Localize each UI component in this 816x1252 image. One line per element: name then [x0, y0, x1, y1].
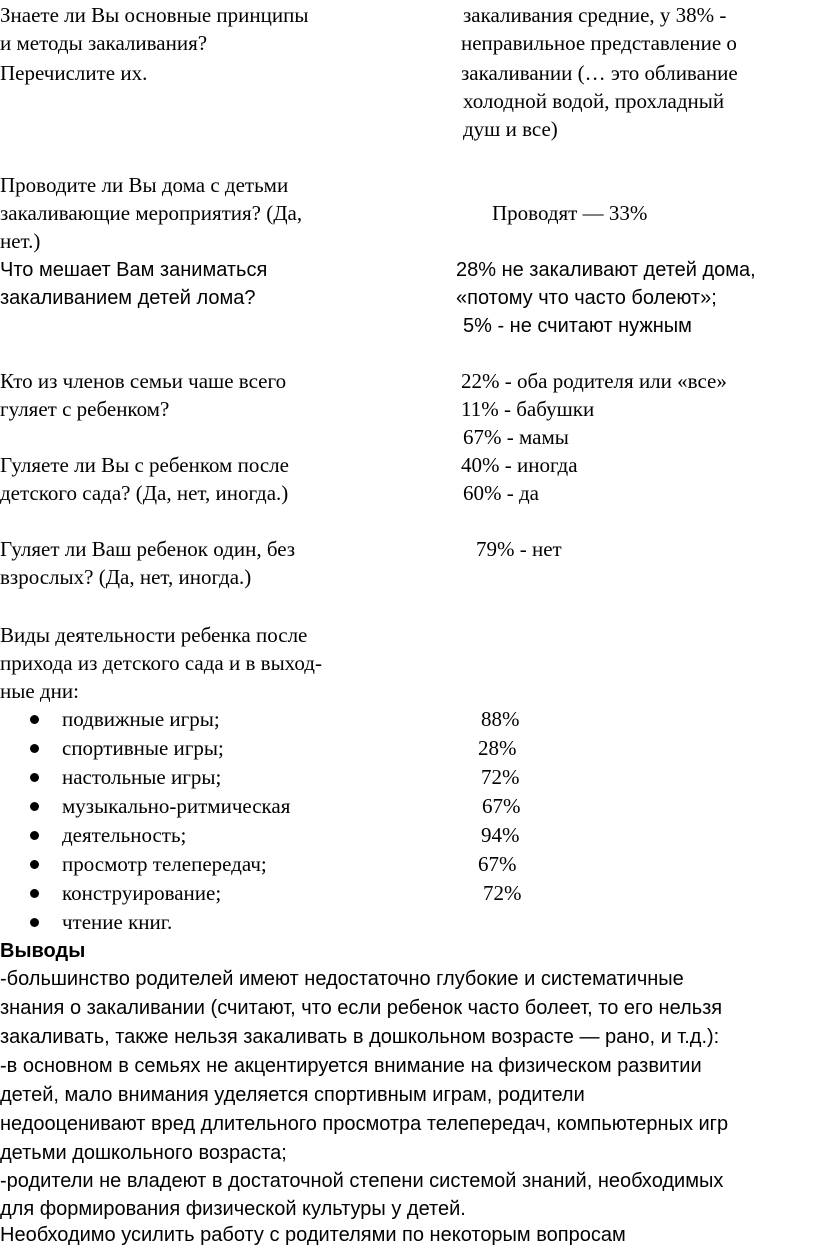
- q3-answer-line-2: «потому что часто болеют»;: [456, 287, 717, 309]
- q6-question-line-2: взрослых? (Да, нет, иногда.): [0, 565, 252, 589]
- q2-answer-line-1: Проводят — 33%: [492, 201, 648, 225]
- conclusion-line: -большинство родителей имеют недостаточно глубокие и систематичные: [0, 968, 684, 990]
- q6-question-line-1: Гуляет ли Ваш ребенок один, без: [0, 537, 296, 561]
- activity-value: 28%: [478, 736, 517, 760]
- activity-value: 88%: [481, 707, 520, 731]
- conclusion-line: детьми дошкольного возраста;: [0, 1142, 287, 1164]
- activity-label: чтение книг.: [62, 910, 173, 934]
- q6-answer-line-1: 79% - нет: [476, 537, 562, 561]
- q4-question-line-1: Кто из членов семьи чаше всего: [0, 369, 287, 393]
- bullet-icon: [30, 918, 39, 927]
- activity-value: 72%: [483, 881, 522, 905]
- q1-answer-line-4: холодной водой, прохладный: [463, 89, 725, 113]
- conclusion-line: знания о закаливании (считают, что если ребенок часто болеет, то его нельзя: [0, 997, 723, 1019]
- bullet-icon: [30, 773, 39, 782]
- conclusion-line: Необходимо усилить работу с родителями по некоторым вопросам: [0, 1224, 626, 1246]
- conclusion-line: для формирования физической культуры у детей.: [0, 1198, 466, 1220]
- bullet-icon: [30, 744, 39, 753]
- q4-answer-line-1: 22% - оба родителя или «все»: [461, 369, 727, 393]
- q3-answer-line-3: 5% - не считают нужным: [463, 315, 692, 337]
- q5-question-line-1: Гуляете ли Вы с ребенком после: [0, 453, 289, 477]
- q1-answer-line-1: закаливания средние, у 38% -: [463, 3, 727, 27]
- bullet-icon: [30, 889, 39, 898]
- q1-question-line-3: Перечислите их.: [0, 61, 148, 85]
- activity-label: спортивные игры;: [62, 736, 224, 760]
- q2-question-line-1: Проводите ли Вы дома с детьми: [0, 173, 289, 197]
- bullet-icon: [30, 860, 39, 869]
- activity-value: 94%: [481, 823, 520, 847]
- conclusion-line: закаливать, также нельзя закаливать в дошкольном возрасте — рано, и т.д.):: [0, 1026, 720, 1048]
- conclusion-line: -родители не владеют в достаточной степени системой знаний, необходимых: [0, 1170, 724, 1192]
- activity-label: деятельность;: [62, 823, 187, 847]
- q5-answer-line-1: 40% - иногда: [461, 453, 578, 477]
- activity-value: 67%: [478, 852, 517, 876]
- bullet-icon: [30, 831, 39, 840]
- q7-question-line-2: прихода из детского сада и в выход-: [0, 651, 322, 675]
- activity-label: настольные игры;: [62, 765, 222, 789]
- q1-answer-line-3: закаливании (… это обливание: [461, 61, 738, 85]
- q4-answer-line-3: 67% - мамы: [463, 425, 569, 449]
- q3-question-line-2: закаливанием детей лома?: [0, 287, 256, 309]
- activity-label: подвижные игры;: [62, 707, 220, 731]
- conclusions-heading: Выводы: [0, 940, 86, 962]
- q7-question-line-3: ные дни:: [0, 679, 79, 703]
- bullet-icon: [30, 802, 39, 811]
- activity-value: 72%: [481, 765, 520, 789]
- q2-question-line-3: нет.): [0, 229, 41, 253]
- q5-answer-line-2: 60% - да: [463, 481, 539, 505]
- conclusion-line: -в основном в семьях не акцентируется внимание на физическом развитии: [0, 1055, 702, 1077]
- q1-answer-line-5: душ и все): [463, 117, 558, 141]
- q4-question-line-2: гуляет с ребенком?: [0, 397, 170, 421]
- conclusion-line: детей, мало внимания уделяется спортивным играм, родители: [0, 1084, 585, 1106]
- q4-answer-line-2: 11% - бабушки: [461, 397, 595, 421]
- q3-question-line-1: Что мешает Вам заниматься: [0, 259, 268, 281]
- activity-label: просмотр телепередач;: [62, 852, 267, 876]
- q1-question-line-2: и методы закаливания?: [0, 31, 208, 55]
- q5-question-line-2: детского сада? (Да, нет, иногда.): [0, 481, 289, 505]
- q2-question-line-2: закаливающие мероприятия? (Да,: [0, 201, 303, 225]
- q3-answer-line-1: 28% не закаливают детей дома,: [456, 259, 756, 281]
- conclusion-line: недооценивают вред длительного просмотра телепередач, компьютерных игр: [0, 1113, 729, 1135]
- q1-question-line-1: Знаете ли Вы основные принципы: [0, 3, 309, 27]
- activity-value: 67%: [482, 794, 521, 818]
- q7-question-line-1: Виды деятельности ребенка после: [0, 623, 308, 647]
- activity-label: музыкально-ритмическая: [62, 794, 291, 818]
- q1-answer-line-2: неправильное представление о: [461, 31, 737, 55]
- bullet-icon: [30, 715, 39, 724]
- activity-label: конструирование;: [62, 881, 222, 905]
